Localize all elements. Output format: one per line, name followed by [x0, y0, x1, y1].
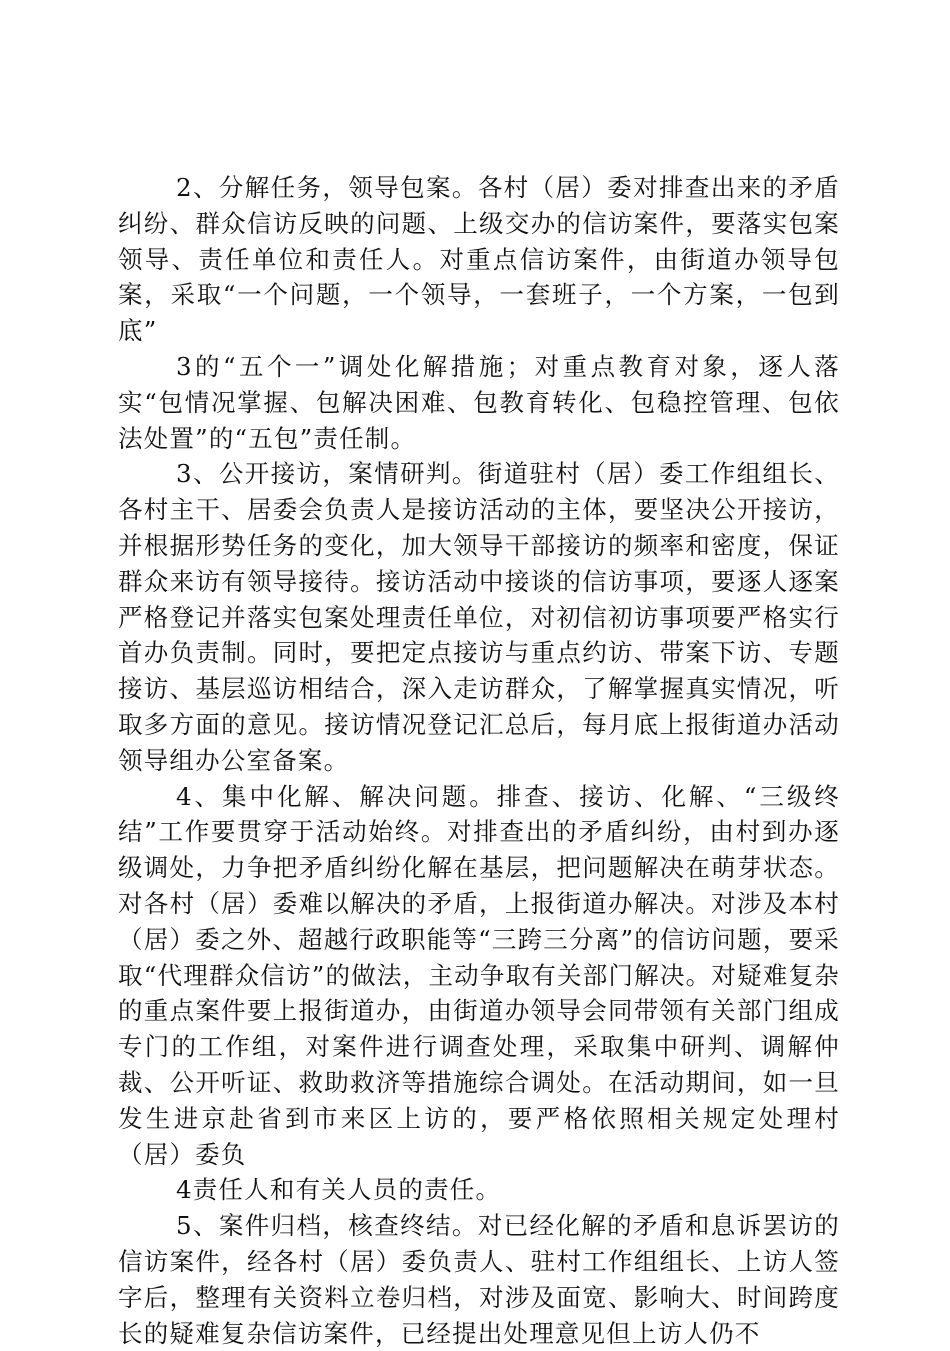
paragraph-centralized-resolution: 4、集中化解、解决问题。排查、接访、化解、“三级终结”工作要贯穿于活动始终。对排查出的矛盾纠纷，由村到办逐级调处，力争把矛盾纠纷化解在基层，把问题解决在萌芽状态。对各村（居）委难以解决的矛盾，上报街道办解决。对涉及本村（居）委之外、超越行政职能等“三跨三分离”的信访问题，要采取“代理群众信访”的做法，主动争取有关部门解决。对疑难复杂的重点案件要上报街道办，由街道办领导会同带领有关部门组成专门的工作组，对案件进行调查处理，采取集中研判、调解仲裁、公开听证、救助救济等措施综合调处。在活动期间，如一旦发生进京赴省到市来区上访的，要严格依照相关规定处理村（居）委负 — [118, 781, 840, 1169]
document-body — [118, 170, 840, 1351]
paragraph-case-archiving: 5、案件归档，核查终结。对已经化解的矛盾和息诉罢访的信访案件，经各村（居）委负责人、驻村工作组组长、上访人签字后，整理有关资料立卷归档，对涉及面宽、影响大、时间跨度长的疑难复杂信访案件，已经提出处理意见但上访人仍不 — [118, 1211, 840, 1348]
paragraph-task-assignment: 2、分解任务，领导包案。各村（居）委对排查出来的矛盾纠纷、群众信访反映的问题、上级交办的信访案件，要落实包案领导、责任单位和责任人。对重点信访案件，由街道办领导包案，采取“一个问题，一个领导，一套班子，一个方案，一包到底” — [118, 173, 840, 346]
paragraph-public-reception: 3、公开接访，案情研判。街道驻村（居）委工作组组长、各村主干、居委会负责人是接访活动的主体，要坚决公开接访，并根据形势任务的变化，加大领导干部接访的频率和密度，保证群众来访有领导接待。接访活动中接谈的信访事项，要逐人逐案严格登记并落实包案处理责任单位，对初信初访事项要严格实行首办负责制。同时，要把定点接访与重点约访、带案下访、专题接访、基层巡访相结合，深入走访群众，了解掌握真实情况，听取多方面的意见。接访情况登记汇总后，每月底上报街道办活动领导组办公室备案。 — [118, 459, 840, 775]
paragraph-responsibility: 4责任人和有关人员的责任。 — [176, 1175, 502, 1205]
paragraph-five-measures: 3的“五个一”调处化解措施；对重点教育对象，逐人落实“包情况掌握、包解决困难、包教育转化、包稳控管理、包依法处置”的“五包”责任制。 — [118, 351, 840, 453]
